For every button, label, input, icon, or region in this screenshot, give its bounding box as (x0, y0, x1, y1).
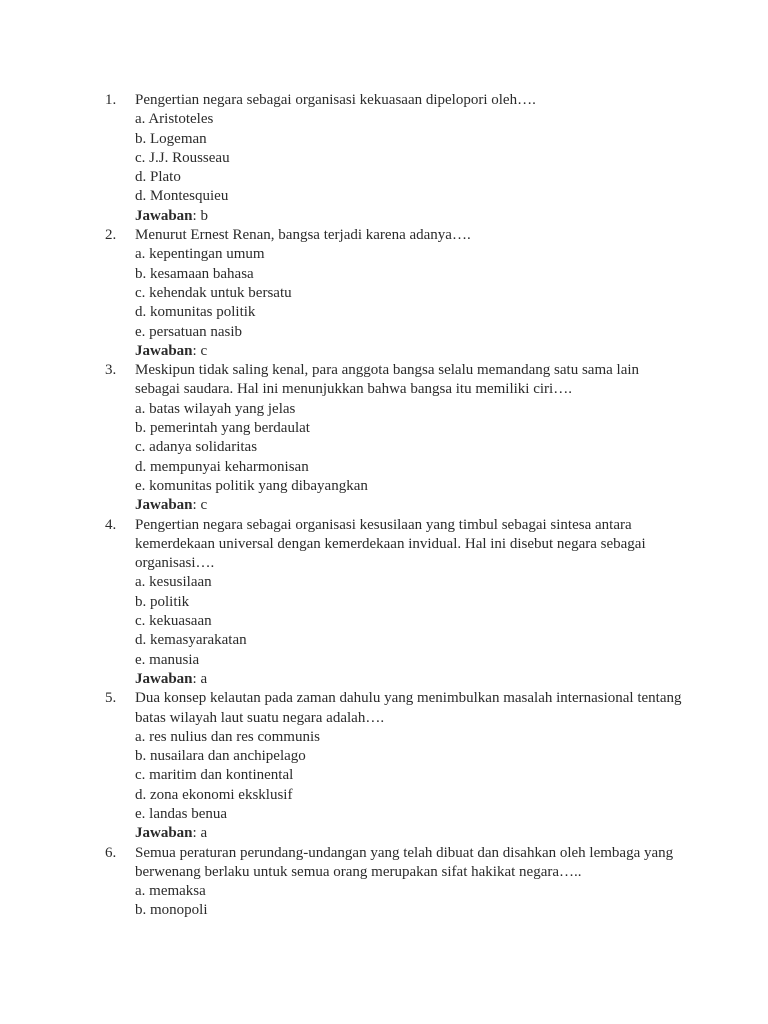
question-text: Pengertian negara sebagai organisasi kesusilaan yang timbul sebagai sintesa antara kemerdekaan universal dengan kemerdekaan invidual. Hal ini disebut negara sebagai organisasi…. (135, 516, 646, 572)
option: e. komunitas politik yang dibayangkan (135, 477, 368, 494)
question-number: 2. (105, 227, 117, 244)
option: e. persatuan nasib (135, 323, 243, 340)
option: b. nusailara dan anchipelago (135, 748, 306, 765)
question-item (105, 91, 687, 226)
answer-label: Jawaban (135, 670, 193, 687)
question-text: Menurut Ernest Renan, bangsa terjadi karena adanya…. (135, 227, 471, 244)
answer-label: Jawaban (135, 342, 193, 359)
answer-label: Jawaban (135, 825, 193, 842)
question-text: Meskipun tidak saling kenal, para anggota bangsa selalu memandang satu sama lain sebagai saudara. Hal ini menunjukkan bahwa bangsa itu memiliki ciri…. (135, 362, 640, 398)
option: c. adanya solidaritas (135, 439, 258, 456)
question-item (105, 516, 687, 690)
question-number: 5. (105, 690, 117, 707)
question-item (105, 226, 687, 361)
question-body (135, 226, 687, 361)
answer-line (135, 824, 687, 843)
question-number: 6. (105, 844, 117, 861)
question-text: Pengertian negara sebagai organisasi kekuasaan dipelopori oleh…. (135, 92, 536, 108)
option: a. kepentingan umum (135, 246, 265, 263)
option: b. Logeman (135, 130, 207, 147)
answer-line (135, 670, 687, 689)
option: d. kemasyarakatan (135, 632, 247, 649)
answer-label: Jawaban (135, 497, 193, 514)
option: c. J.J. Rousseau (135, 149, 230, 166)
option: a. batas wilayah yang jelas (135, 400, 296, 417)
answer-line (135, 207, 687, 226)
question-body (135, 516, 687, 690)
answer-value: : c (192, 342, 208, 359)
answer-value: : c (192, 497, 208, 514)
question-body (135, 844, 687, 921)
option: d. mempunyai keharmonisan (135, 458, 309, 475)
option: a. kesusilaan (135, 574, 212, 591)
question-text: Semua peraturan perundang-undangan yang telah dibuat dan disahkan oleh lembaga yang berwenang berlaku untuk semua orang merupakan sifat hakikat negara….. (135, 844, 674, 880)
option: d. komunitas politik (135, 304, 256, 321)
question-body (135, 91, 687, 226)
question-list (105, 91, 687, 921)
answer-value: : b (192, 207, 208, 224)
question-item (105, 689, 687, 843)
option: a. res nulius dan res communis (135, 728, 320, 745)
option: c. maritim dan kontinental (135, 767, 294, 784)
question-body (135, 689, 687, 843)
option: c. kehendak untuk bersatu (135, 284, 292, 301)
option: d. zona ekonomi eksklusif (135, 786, 293, 803)
answer-label: Jawaban (135, 207, 193, 224)
option: b. kesamaan bahasa (135, 265, 254, 282)
question-text: Dua konsep kelautan pada zaman dahulu yang menimbulkan masalah internasional tentang batas wilayah laut suatu negara adalah…. (135, 690, 682, 726)
question-number: 4. (105, 516, 117, 533)
answer-value: : a (192, 670, 208, 687)
option: b. monopoli (135, 902, 208, 919)
option: c. kekuasaan (135, 613, 212, 630)
option: d. Montesquieu (135, 188, 229, 205)
option: d. Plato (135, 169, 181, 186)
option: b. politik (135, 593, 190, 610)
option: e. manusia (135, 651, 200, 668)
question-number: 3. (105, 362, 117, 379)
question-item (105, 844, 687, 921)
option: b. pemerintah yang berdaulat (135, 420, 310, 437)
option: e. landas benua (135, 805, 228, 822)
answer-line (135, 496, 687, 515)
option: a. memaksa (135, 883, 206, 900)
question-item (105, 361, 687, 515)
answer-value: : a (192, 825, 208, 842)
question-body (135, 361, 687, 515)
question-number: 1. (105, 92, 117, 108)
option: a. Aristoteles (135, 111, 214, 128)
answer-line (135, 342, 687, 361)
